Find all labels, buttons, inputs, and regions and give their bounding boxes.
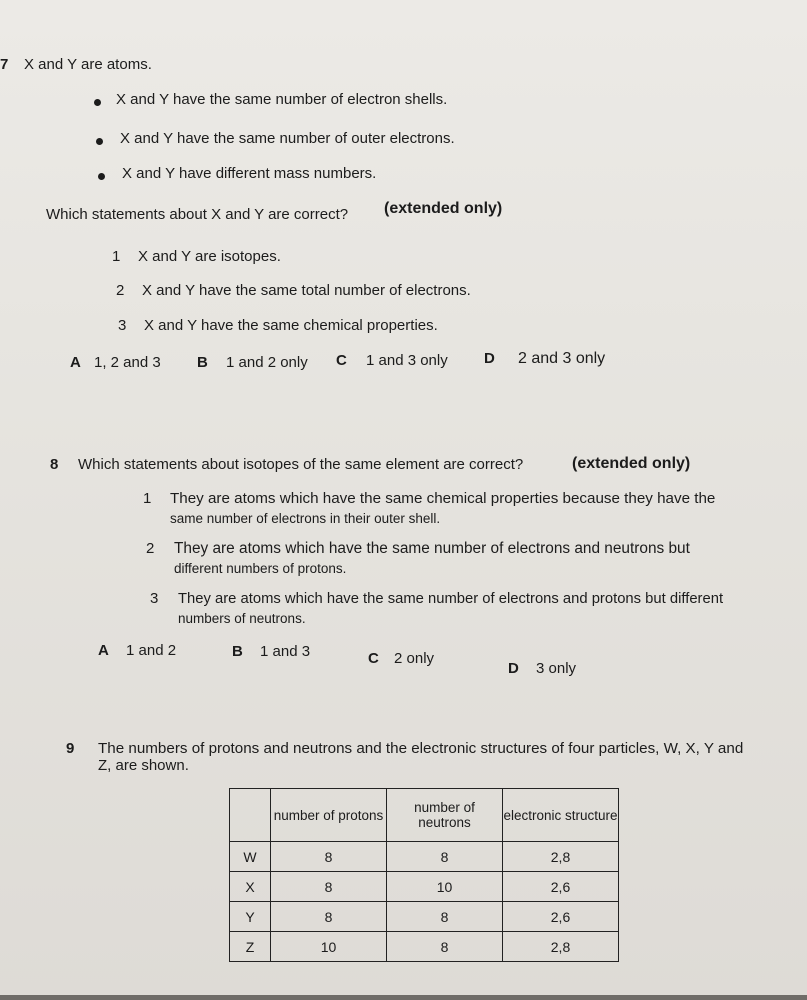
q7-option-b[interactable]: 1 and 2 only [226, 354, 308, 371]
q8-question: Which statements about isotopes of the same element are correct? [78, 456, 524, 473]
q7-option-a-letter[interactable]: A [70, 354, 81, 371]
protons-cell: 8 [271, 842, 387, 872]
q7-statement-3-num: 3 [118, 317, 127, 334]
q8-statement-1-line2: same number of electrons in their outer shell. [170, 511, 441, 526]
q7-statement-3: X and Y have the same chemical properties. [144, 317, 438, 334]
neutrons-cell: 8 [387, 932, 503, 962]
protons-cell: 8 [271, 902, 387, 932]
table-row [230, 842, 619, 872]
structure-cell: 2,8 [503, 932, 619, 962]
table-header-neutrons: number of neutrons [387, 789, 503, 842]
q7-statement-1-num: 1 [112, 248, 121, 265]
q8-option-d-letter[interactable]: D [508, 660, 519, 677]
bullet-icon [94, 99, 101, 106]
q7-statement-1: X and Y are isotopes. [138, 248, 281, 265]
q8-option-b[interactable]: 1 and 3 [260, 643, 311, 660]
q8-statement-3-line2: numbers of neutrons. [178, 611, 306, 626]
q7-bullet-2: X and Y have the same number of outer electrons. [120, 130, 455, 147]
q9-line2: Z, are shown. [98, 757, 189, 774]
structure-cell: 2,8 [503, 842, 619, 872]
q8-option-c[interactable]: 2 only [394, 650, 435, 667]
q7-option-d-letter[interactable]: D [484, 350, 495, 367]
q8-statement-3-line1: They are atoms which have the same number of electrons and protons but different [178, 591, 724, 607]
q7-option-c[interactable]: 1 and 3 only [366, 352, 448, 369]
table-row [230, 872, 619, 902]
q8-statement-2-num: 2 [146, 540, 155, 557]
q7-intro: X and Y are atoms. [24, 56, 152, 73]
q8-option-c-letter[interactable]: C [368, 650, 379, 667]
particle-cell: W [230, 842, 271, 872]
table-header-row [230, 789, 619, 842]
q8-statement-1-line1: They are atoms which have the same chemical properties because they have the [170, 490, 716, 507]
q7-question: Which statements about X and Y are correct? [46, 206, 349, 223]
particles-table [229, 788, 619, 962]
neutrons-cell: 10 [387, 872, 503, 902]
q9-line1: The numbers of protons and neutrons and the electronic structures of four particles, W, X, Y and [98, 740, 744, 757]
q8-option-a-letter[interactable]: A [98, 642, 109, 659]
table-row [230, 902, 619, 932]
q7-option-a[interactable]: 1, 2 and 3 [94, 354, 161, 371]
q7-number: 7 [0, 56, 9, 73]
table-row [230, 932, 619, 962]
protons-cell: 10 [271, 932, 387, 962]
q9-number: 9 [66, 740, 75, 757]
q7-option-d[interactable]: 2 and 3 only [518, 350, 606, 367]
q7-bullet-3: X and Y have different mass numbers. [122, 165, 377, 182]
bullet-icon [98, 173, 105, 180]
q7-option-b-letter[interactable]: B [197, 354, 208, 371]
bullet-icon [96, 138, 103, 145]
q8-extended-tag: (extended only) [572, 455, 691, 472]
protons-cell: 8 [271, 872, 387, 902]
q7-bullet-1: X and Y have the same number of electron shells. [116, 91, 448, 108]
particle-cell: Y [230, 902, 271, 932]
q8-option-b-letter[interactable]: B [232, 643, 243, 660]
q8-statement-3-num: 3 [150, 590, 159, 607]
q8-statement-2-line2: different numbers of protons. [174, 561, 347, 576]
q7-option-c-letter[interactable]: C [336, 352, 347, 369]
q7-statement-2-num: 2 [116, 282, 125, 299]
structure-cell: 2,6 [503, 902, 619, 932]
neutrons-cell: 8 [387, 842, 503, 872]
neutrons-cell: 8 [387, 902, 503, 932]
table-header-protons: number of protons [271, 789, 387, 842]
q7-statement-2: X and Y have the same total number of electrons. [142, 282, 471, 299]
table-header-structure: electronic structure [503, 789, 619, 842]
q8-statement-2-line1: They are atoms which have the same number of electrons and neutrons but [174, 540, 690, 557]
q8-option-a[interactable]: 1 and 2 [126, 642, 177, 659]
q8-number: 8 [50, 456, 59, 473]
q8-option-d[interactable]: 3 only [536, 660, 577, 677]
q7-extended-tag: (extended only) [384, 200, 503, 217]
q8-statement-1-num: 1 [143, 490, 152, 507]
structure-cell: 2,6 [503, 872, 619, 902]
particle-cell: Z [230, 932, 271, 962]
page-edge-shadow [0, 995, 807, 1000]
particle-cell: X [230, 872, 271, 902]
table-header-blank [230, 789, 271, 842]
